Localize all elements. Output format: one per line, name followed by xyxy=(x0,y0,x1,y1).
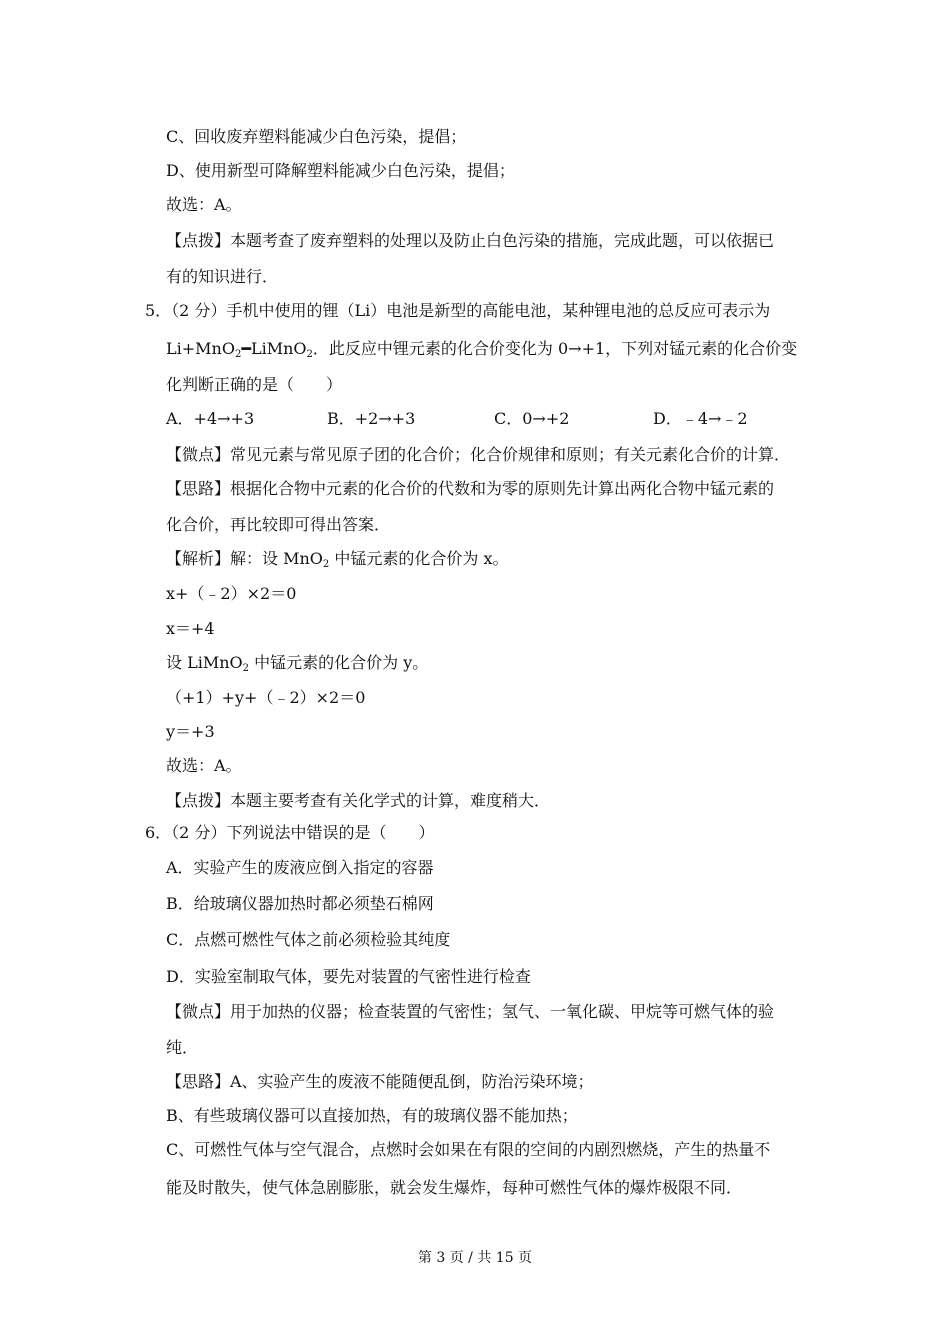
analysis-line xyxy=(166,548,508,570)
text-line: 【点拨】本题主要考查有关化学式的计算，难度稍大． xyxy=(166,791,551,810)
text-line: （+1）+y+（﹣2）×2＝0 xyxy=(166,688,366,707)
question-5-equation xyxy=(166,338,797,360)
text-part: 设 LiMnO xyxy=(166,653,243,672)
page-footer: 第 3 页 / 共 15 页 xyxy=(417,1250,533,1266)
text-part: 中锰元素的化合价为 x。 xyxy=(329,549,509,568)
option-b: B．+2→+3 xyxy=(327,409,416,428)
option-a: A．实验产生的废液应倒入指定的容器 xyxy=(166,858,434,877)
text-line: C、回收废弃塑料能减少白色污染，提倡； xyxy=(166,127,467,146)
text-line: 化合价，再比较即可得出答案． xyxy=(166,515,391,534)
text-line: D、使用新型可降解塑料能减少白色污染，提倡； xyxy=(166,161,515,180)
equation-part: Li+MnO xyxy=(166,339,235,358)
equation-part: ━LiMnO xyxy=(241,339,307,358)
text-line: 纯． xyxy=(166,1038,199,1057)
equation-part: ．此反应中锂元素的化合价变化为 0→+1，下列对锰元素的化合价变 xyxy=(312,339,798,358)
text-line: 故选：A。 xyxy=(166,195,242,214)
text-part: 中锰元素的化合价为 y。 xyxy=(249,653,429,672)
text-line: 化判断正确的是（ ） xyxy=(166,375,343,394)
subscript: 2 xyxy=(242,663,250,674)
option-d: D．﹣4→﹣2 xyxy=(653,409,748,428)
subscript: 2 xyxy=(322,559,330,570)
text-part: 【解析】解：设 MnO xyxy=(166,549,323,568)
text-line: x＝+4 xyxy=(166,619,215,638)
text-line: 【点拨】本题考查了废弃塑料的处理以及防止白色污染的措施，完成此题，可以依据已 xyxy=(166,231,775,250)
option-c: C．0→+2 xyxy=(494,409,570,428)
text-line: 有的知识进行． xyxy=(166,267,279,286)
subscript: 2 xyxy=(234,349,242,360)
text-line: 能及时散失，使气体急剧膨胀，就会发生爆炸，每种可燃性气体的爆炸极限不同． xyxy=(166,1178,743,1197)
subscript: 2 xyxy=(306,349,313,360)
text-line: C、可燃性气体与空气混合，点燃时会如果在有限的空间的内剧烈燃烧，产生的热量不 xyxy=(166,1140,771,1159)
text-line: 【微点】常见元素与常见原子团的化合价；化合价规律和原则；有关元素化合价的计算． xyxy=(166,445,791,464)
option-a: A．+4→+3 xyxy=(166,409,255,428)
analysis-line xyxy=(166,652,428,674)
text-line: y＝+3 xyxy=(166,722,215,741)
text-line: 【微点】用于加热的仪器；检查装置的气密性；氢气、一氧化碳、甲烷等可燃气体的验 xyxy=(166,1002,775,1021)
text-line: 【思路】根据化合物中元素的化合价的代数和为零的原则先计算出两化合物中锰元素的 xyxy=(166,479,775,498)
text-line: 故选：A。 xyxy=(166,756,242,775)
question-5-title: 5．（2 分）手机中使用的锂（Li）电池是新型的高能电池，某种锂电池的总反应可表示为 xyxy=(145,301,771,320)
option-d: D．实验室制取气体，要先对装置的气密性进行检查 xyxy=(166,967,531,986)
text-line: B、有些玻璃仪器可以直接加热，有的玻璃仪器不能加热； xyxy=(166,1106,578,1125)
text-line: 【思路】A、实验产生的废液不能随便乱倒，防治污染环境； xyxy=(166,1072,594,1091)
text-line: x+（﹣2）×2＝0 xyxy=(166,584,297,603)
question-6-title: 6．（2 分）下列说法中错误的是（ ） xyxy=(145,823,435,842)
option-c: C．点燃可燃性气体之前必须检验其纯度 xyxy=(166,930,451,949)
option-b: B．给玻璃仪器加热时都必须垫石棉网 xyxy=(166,894,434,913)
